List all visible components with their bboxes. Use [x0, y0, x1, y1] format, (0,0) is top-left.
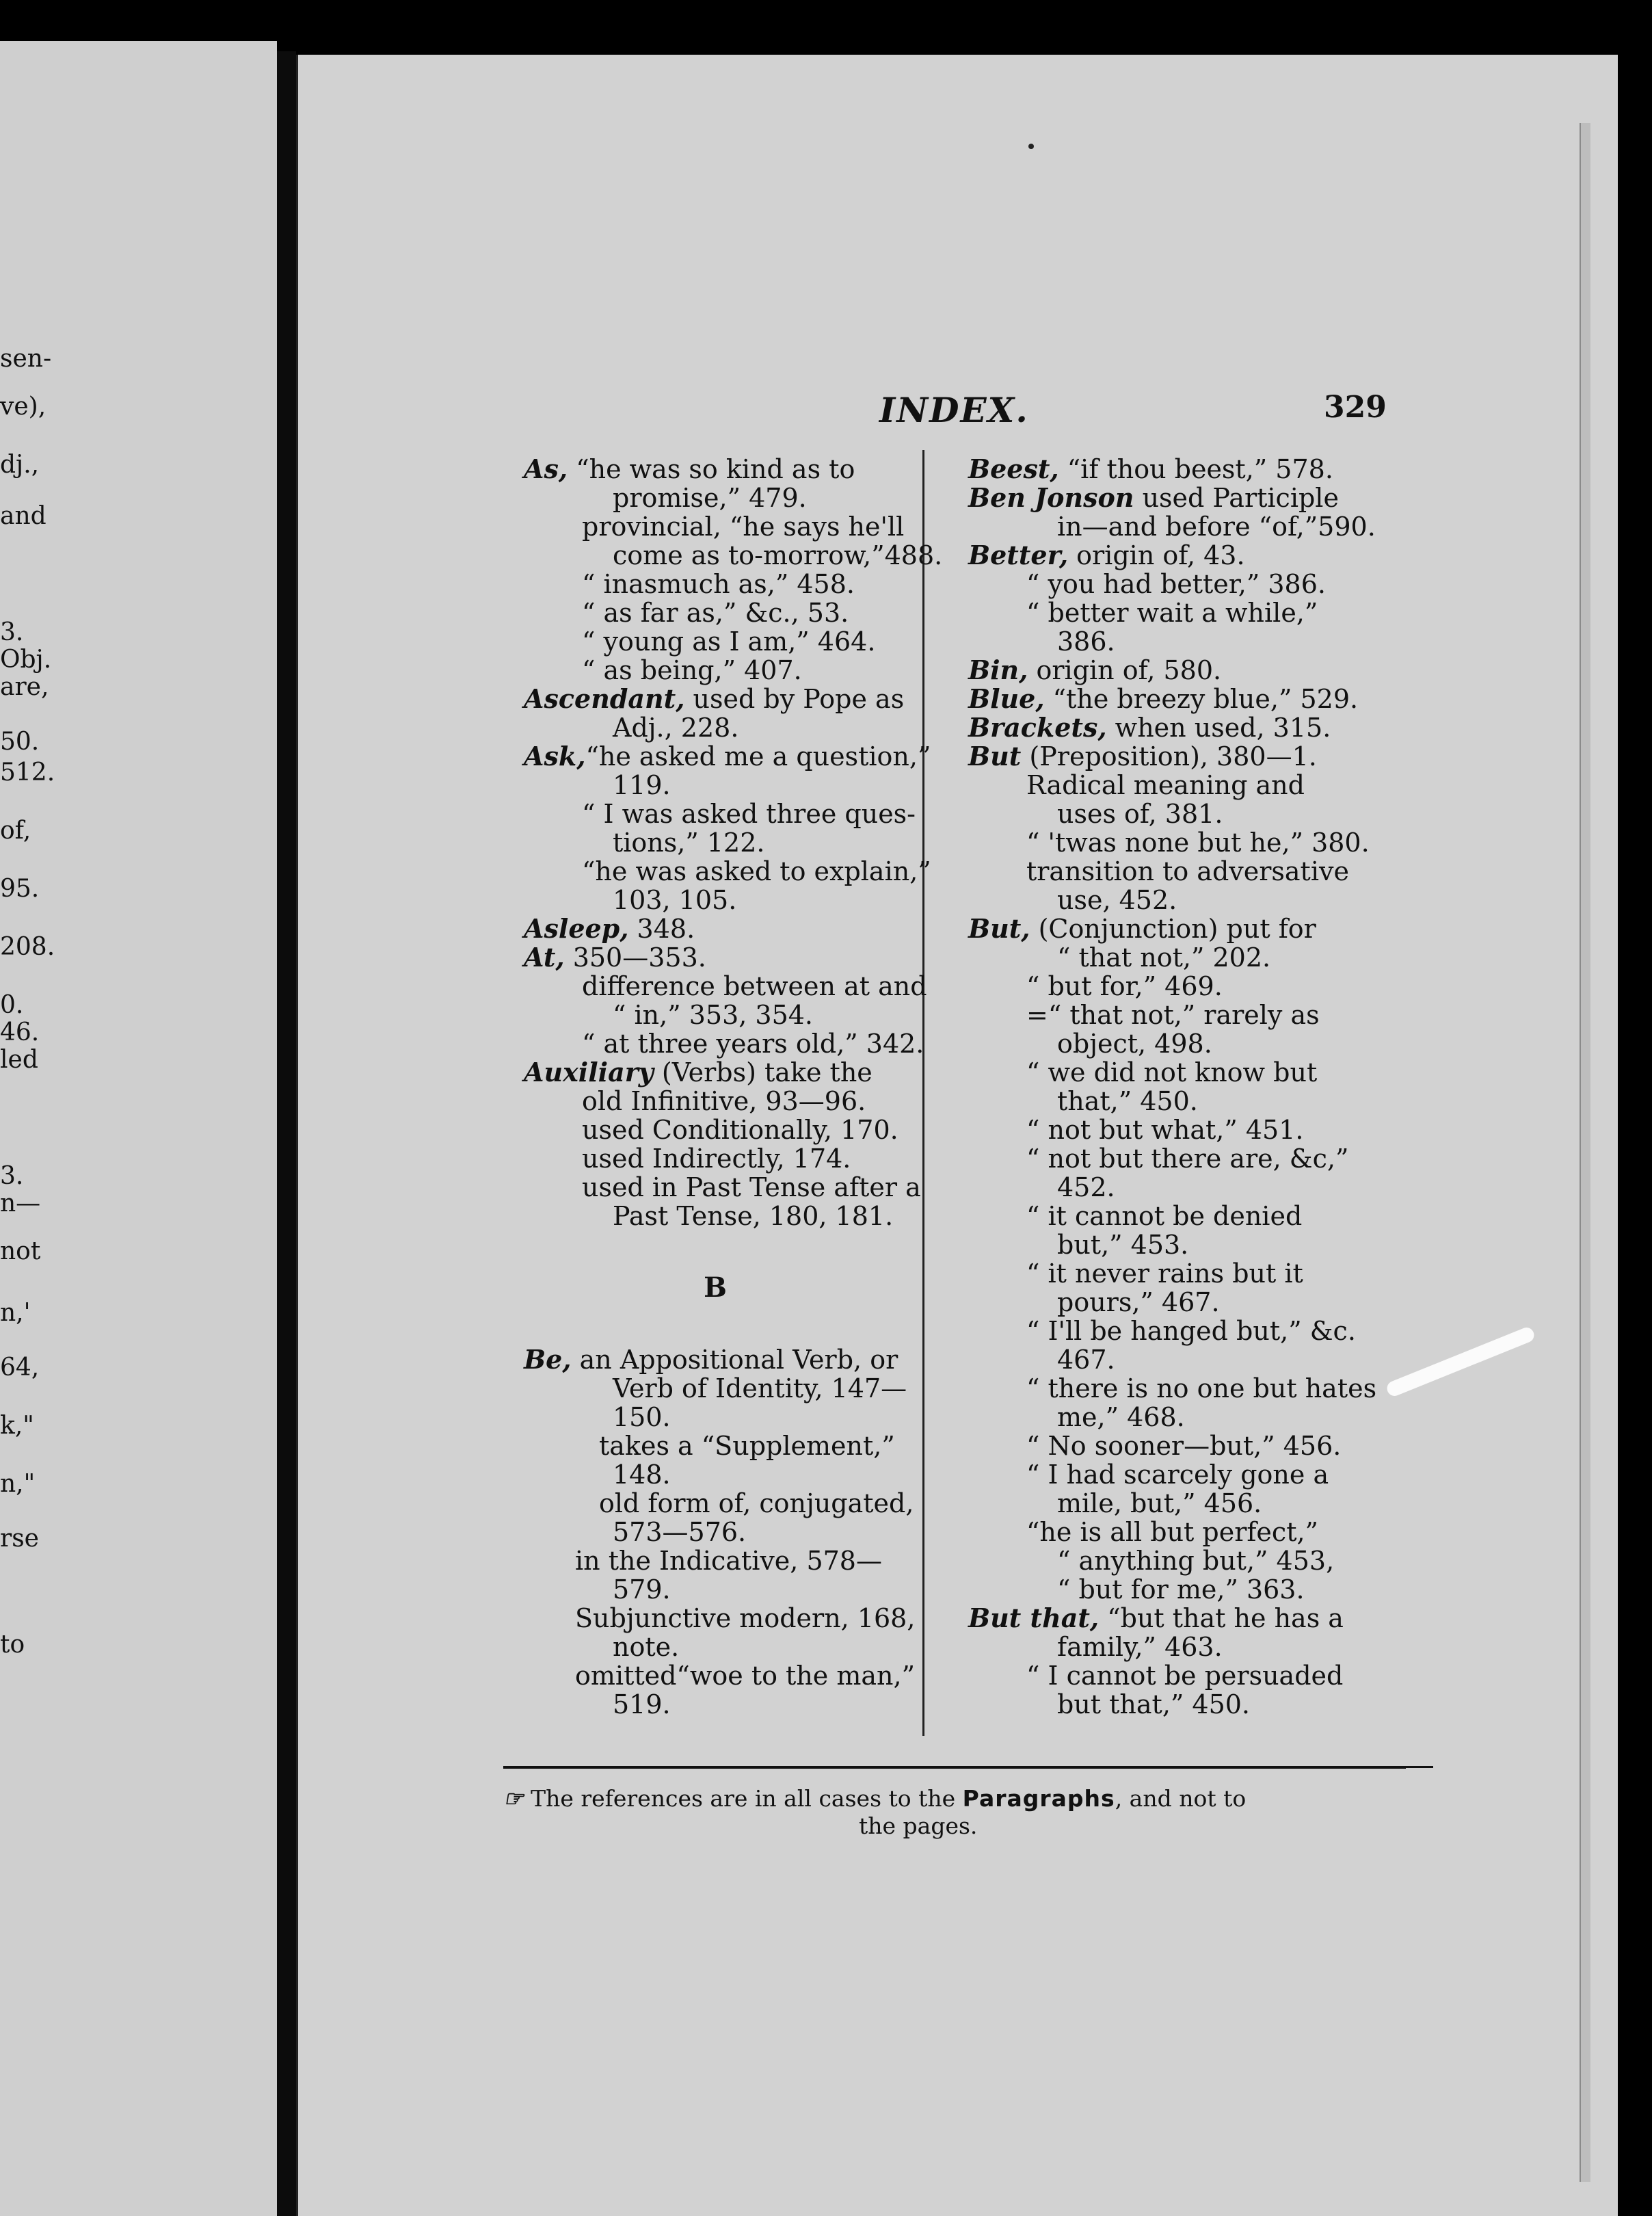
- left-page-fragment-text: to: [0, 1631, 25, 1659]
- ink-speck: [1028, 144, 1034, 149]
- index-entry: [968, 1173, 1392, 1202]
- entry-headword: Ben Jonson: [968, 482, 1134, 513]
- entry-text: “ but for,” 469.: [1026, 971, 1223, 1001]
- entry-text: 579.: [613, 1574, 671, 1605]
- index-entry: [524, 943, 1023, 972]
- index-entry: [968, 1575, 1392, 1604]
- entry-headword: Beest,: [968, 453, 1059, 484]
- entry-text: “ at three years old,” 342.: [582, 1029, 924, 1059]
- entry-text: “the breezy blue,” 529.: [1044, 684, 1359, 714]
- index-entry: [524, 1518, 1023, 1546]
- index-entry: [968, 1460, 1392, 1489]
- left-page-fragment-text: and: [0, 502, 46, 530]
- entry-text: “ young as I am,” 464.: [582, 626, 876, 657]
- entry-text: old form of, conjugated,: [599, 1488, 914, 1518]
- entry-headword: As,: [524, 453, 568, 484]
- entry-text: object, 498.: [1057, 1029, 1212, 1059]
- entry-text: that,” 450.: [1057, 1086, 1198, 1116]
- index-page: [296, 55, 1618, 2216]
- index-entry: [524, 1001, 1023, 1029]
- entry-text: omitted“woe to the man,”: [575, 1661, 916, 1691]
- entry-text: provincial, “he says he'll: [582, 512, 905, 542]
- white-smudge: [1385, 1325, 1536, 1399]
- index-entry: [524, 512, 1023, 541]
- left-page-fragment-text: led: [0, 1046, 38, 1074]
- entry-headword: Better,: [968, 540, 1069, 570]
- index-entry: [968, 1518, 1392, 1546]
- entry-text: when used, 315.: [1106, 713, 1331, 743]
- entry-text: used in Past Tense after a: [582, 1172, 921, 1202]
- index-entry: [968, 771, 1392, 800]
- left-page-fragment-text: 512.: [0, 759, 55, 787]
- index-entry: [968, 455, 1392, 484]
- index-entry: [524, 455, 1023, 484]
- footer-rule: [503, 1766, 1406, 1769]
- left-page-fragment-text: dj.,: [0, 451, 40, 479]
- entry-headword: Bin,: [968, 655, 1028, 685]
- entry-headword: At,: [524, 942, 565, 973]
- entry-text: 573—576.: [613, 1517, 747, 1547]
- entries-b-continued: [968, 455, 1392, 1719]
- left-page-fragment-text: 50.: [0, 728, 40, 756]
- entry-text: “ not but what,” 451.: [1026, 1115, 1304, 1145]
- left-page-fragment-text: n,": [0, 1470, 36, 1498]
- entry-text: (Preposition), 380—1.: [1021, 741, 1317, 771]
- entry-text: in—and before “of,”590.: [1057, 512, 1376, 542]
- left-page-fragment-text: ve),: [0, 393, 46, 421]
- entry-text: “ not but there are, &c,”: [1026, 1144, 1349, 1174]
- page-title: INDEX.: [879, 390, 1029, 430]
- index-entry: [524, 1489, 1023, 1518]
- entry-headword: But,: [968, 913, 1030, 944]
- left-page-fragment-text: rse: [0, 1525, 39, 1553]
- index-entry: [524, 800, 1023, 828]
- entry-text: “ it cannot be denied: [1026, 1201, 1303, 1231]
- footer-line-2: the pages.: [859, 1812, 978, 1839]
- entry-text: used Indirectly, 174.: [582, 1144, 851, 1174]
- footer-rule-extension: [1385, 1766, 1433, 1768]
- entry-text: Past Tense, 180, 181.: [613, 1201, 894, 1231]
- entry-text: “ No sooner—but,” 456.: [1026, 1431, 1342, 1461]
- entry-headword: But that,: [968, 1602, 1100, 1633]
- index-entry: [524, 1432, 1023, 1460]
- index-entry: [968, 742, 1392, 771]
- left-page-fragment-text: of,: [0, 817, 31, 845]
- index-entry: [524, 1374, 1023, 1403]
- entry-text: “he is all but perfect,”: [1026, 1517, 1318, 1547]
- left-page-fragment-text: Obj.: [0, 646, 52, 674]
- entry-text: “ I had scarcely gone a: [1026, 1460, 1329, 1490]
- index-entry: [968, 1116, 1392, 1144]
- index-entry: [524, 1546, 1023, 1575]
- footer-text-a: The references are in all cases to the: [523, 1785, 963, 1812]
- entry-text: used Conditionally, 170.: [582, 1115, 898, 1145]
- entry-text: but,” 453.: [1057, 1230, 1189, 1260]
- index-entry: [524, 828, 1023, 857]
- entry-text: difference between at and: [582, 971, 927, 1001]
- entry-text: tions,” 122.: [613, 828, 765, 858]
- index-entry: [524, 656, 1023, 685]
- left-page-fragment-text: 3.: [0, 1162, 24, 1190]
- index-entry: [968, 1374, 1392, 1403]
- page-edge: [1580, 123, 1590, 2182]
- entry-text: 119.: [613, 770, 671, 800]
- entry-text: Radical meaning and: [1026, 770, 1305, 800]
- index-entry: [968, 1058, 1392, 1087]
- entry-text: “ in,” 353, 354.: [613, 1000, 814, 1030]
- index-entry: [968, 800, 1392, 828]
- entry-text: 386.: [1057, 626, 1115, 657]
- index-entry: [524, 1403, 1023, 1432]
- entry-text: “if thou beest,” 578.: [1058, 454, 1333, 484]
- entry-text: pours,” 467.: [1057, 1287, 1220, 1317]
- entry-text: old Infinitive, 93—96.: [582, 1086, 866, 1116]
- entries-b: [524, 1345, 1023, 1719]
- entry-text: “ I was asked three ques-: [582, 799, 916, 829]
- index-entry: [968, 656, 1392, 685]
- entry-text: Subjunctive modern, 168,: [575, 1603, 916, 1633]
- index-entry: [524, 1661, 1023, 1690]
- index-entry: [968, 1690, 1392, 1719]
- entry-text: “ you had better,” 386.: [1026, 569, 1326, 599]
- entry-text: 348.: [628, 914, 695, 944]
- index-entry: [524, 1690, 1023, 1719]
- index-column-right: [968, 455, 1392, 1719]
- entry-text: 350—353.: [564, 942, 706, 973]
- footer-text-b: , and not to: [1115, 1785, 1247, 1812]
- index-entry: [968, 828, 1392, 857]
- entry-text: use, 452.: [1057, 885, 1177, 915]
- entry-text: (Verbs) take the: [653, 1057, 872, 1087]
- entry-text: 148.: [613, 1460, 671, 1490]
- index-entry: [524, 1575, 1023, 1604]
- left-page-fragment-text: 46.: [0, 1018, 40, 1046]
- entry-text: “ better wait a while,”: [1026, 598, 1318, 628]
- index-entry: [524, 570, 1023, 598]
- entry-text: 103, 105.: [613, 885, 737, 915]
- entry-text: =“ that not,” rarely as: [1026, 1000, 1320, 1030]
- entry-text: “ as far as,” &c., 53.: [582, 598, 849, 628]
- index-entry: [524, 541, 1023, 570]
- entry-text: uses of, 381.: [1057, 799, 1223, 829]
- index-entry: [968, 1001, 1392, 1029]
- index-entry: [524, 1058, 1023, 1087]
- left-page-fragment-text: 208.: [0, 933, 55, 961]
- entry-headword: Ascendant,: [524, 683, 685, 714]
- entry-headword: Auxiliary: [524, 1057, 654, 1087]
- entry-text: “ 'twas none but he,” 380.: [1026, 828, 1370, 858]
- entry-text: me,” 468.: [1057, 1402, 1185, 1432]
- entry-text: (Conjunction) put for: [1030, 914, 1316, 944]
- page-header: [298, 390, 1618, 431]
- left-page-fragment-text: are,: [0, 673, 49, 701]
- index-entry: [968, 886, 1392, 914]
- entry-text: “ I'll be hanged but,” &c.: [1026, 1316, 1356, 1346]
- index-entry: [968, 598, 1392, 627]
- left-page-fragment-text: n,': [0, 1299, 31, 1327]
- index-entry: [968, 541, 1392, 570]
- index-entry: [524, 1173, 1023, 1202]
- entry-text: 452.: [1057, 1172, 1115, 1202]
- index-entry: [968, 484, 1392, 512]
- entry-text: Adj., 228.: [613, 713, 739, 743]
- entry-text: transition to adversative: [1026, 856, 1349, 886]
- entry-headword: But: [968, 741, 1022, 771]
- index-entry: [524, 972, 1023, 1001]
- entry-text: “ but for me,” 363.: [1057, 1574, 1305, 1605]
- index-entry: [524, 914, 1023, 943]
- pointing-hand-icon: ☞: [503, 1785, 524, 1812]
- entry-text: used Participle: [1134, 483, 1339, 513]
- index-entry: [968, 1317, 1392, 1345]
- index-entry: [968, 1230, 1392, 1259]
- entry-text: “ inasmuch as,” 458.: [582, 569, 855, 599]
- index-entry: [968, 1432, 1392, 1460]
- entry-text: “ it never rains but it: [1026, 1258, 1303, 1289]
- entry-text: origin of, 580.: [1028, 655, 1222, 685]
- index-entry: [524, 1029, 1023, 1058]
- index-entry: [968, 857, 1392, 886]
- index-entry: [524, 1345, 1023, 1374]
- index-entry: [968, 570, 1392, 598]
- index-entry: [968, 627, 1392, 656]
- entry-headword: Asleep,: [524, 913, 629, 944]
- entry-text: Verb of Identity, 147—: [613, 1373, 907, 1403]
- entry-text: takes a “Supplement,”: [599, 1431, 895, 1461]
- index-entry: [968, 1546, 1392, 1575]
- index-entry: [524, 742, 1023, 771]
- left-page-fragment-text: k,": [0, 1412, 34, 1440]
- index-entry: [968, 1202, 1392, 1230]
- index-entry: [524, 1116, 1023, 1144]
- index-entry: [968, 1288, 1392, 1317]
- entry-text: used by Pope as: [684, 684, 905, 714]
- entry-text: promise,” 479.: [613, 483, 807, 513]
- entry-text: “ I cannot be persuaded: [1026, 1661, 1344, 1691]
- entry-text: “he was asked to explain,”: [582, 856, 931, 886]
- index-entry: [968, 1604, 1392, 1633]
- entry-text: 519.: [613, 1689, 671, 1719]
- index-entry: [524, 771, 1023, 800]
- index-entry: [968, 943, 1392, 972]
- left-page-fragment: [0, 41, 277, 2216]
- index-entry: [968, 512, 1392, 541]
- index-column-left: [524, 455, 1023, 1719]
- entry-text: “he was so kind as to: [568, 454, 855, 484]
- entry-text: an Appositional Verb, or: [571, 1345, 898, 1375]
- entry-headword: Brackets,: [968, 712, 1107, 743]
- left-page-fragment-text: not: [0, 1237, 41, 1265]
- entry-text: “ as being,” 407.: [582, 655, 802, 685]
- left-page-fragment-text: 95.: [0, 875, 40, 903]
- index-entry: [524, 1144, 1023, 1173]
- entry-text: “but that he has a: [1099, 1603, 1344, 1633]
- footer-note: [503, 1785, 1392, 1840]
- index-entry: [968, 713, 1392, 742]
- entry-text: 150.: [613, 1402, 671, 1432]
- index-entry: [524, 1460, 1023, 1489]
- index-entry: [968, 1259, 1392, 1288]
- entry-text: origin of, 43.: [1068, 540, 1245, 570]
- entry-text: “ there is no one but hates: [1026, 1373, 1377, 1403]
- left-page-fragment-text: 3.: [0, 618, 24, 646]
- index-entry: [968, 914, 1392, 943]
- index-entry: [524, 484, 1023, 512]
- entry-text: “he asked me a question,”: [585, 741, 931, 771]
- left-page-fragment-text: 0.: [0, 991, 24, 1019]
- entry-text: but that,” 450.: [1057, 1689, 1251, 1719]
- index-entry: [968, 685, 1392, 713]
- left-page-fragment-text: n—: [0, 1189, 41, 1217]
- index-entry: [968, 1144, 1392, 1173]
- entry-text: come as to-morrow,”488.: [613, 540, 943, 570]
- index-entry: [968, 1345, 1392, 1374]
- section-letter: B: [704, 1271, 727, 1304]
- index-entry: [968, 972, 1392, 1001]
- left-page-fragment-text: sen-: [0, 345, 52, 373]
- index-entry: [968, 1489, 1392, 1518]
- entry-headword: Ask,: [524, 741, 586, 771]
- index-entry: [524, 1604, 1023, 1633]
- index-entry: [524, 886, 1023, 914]
- index-entry: [968, 1633, 1392, 1661]
- index-entry: [524, 1087, 1023, 1116]
- entries-a: [524, 455, 1023, 1230]
- book-gutter: [277, 51, 296, 2216]
- entry-text: “ we did not know but: [1026, 1057, 1318, 1087]
- entry-text: 467.: [1057, 1345, 1115, 1375]
- index-entry: [968, 1087, 1392, 1116]
- entry-text: “ that not,” 202.: [1057, 942, 1271, 973]
- index-entry: [524, 685, 1023, 713]
- page-number: 329: [1324, 390, 1387, 425]
- index-entry: [524, 857, 1023, 886]
- entry-text: note.: [613, 1632, 680, 1662]
- index-entry: [968, 1403, 1392, 1432]
- entry-headword: Be,: [524, 1344, 572, 1375]
- index-entry: [524, 1633, 1023, 1661]
- index-entry: [524, 598, 1023, 627]
- entry-headword: Blue,: [968, 683, 1045, 714]
- index-entry: [968, 1661, 1392, 1690]
- left-page-fragment-text: 64,: [0, 1354, 40, 1382]
- entry-text: in the Indicative, 578—: [575, 1546, 882, 1576]
- index-entry: [524, 627, 1023, 656]
- entry-text: mile, but,” 456.: [1057, 1488, 1262, 1518]
- index-entry: [968, 1029, 1392, 1058]
- entry-text: “ anything but,” 453,: [1057, 1546, 1335, 1576]
- index-entry: [524, 1202, 1023, 1230]
- index-entry: [524, 713, 1023, 742]
- entry-text: family,” 463.: [1057, 1632, 1223, 1662]
- footer-bold: Paragraphs: [962, 1785, 1115, 1812]
